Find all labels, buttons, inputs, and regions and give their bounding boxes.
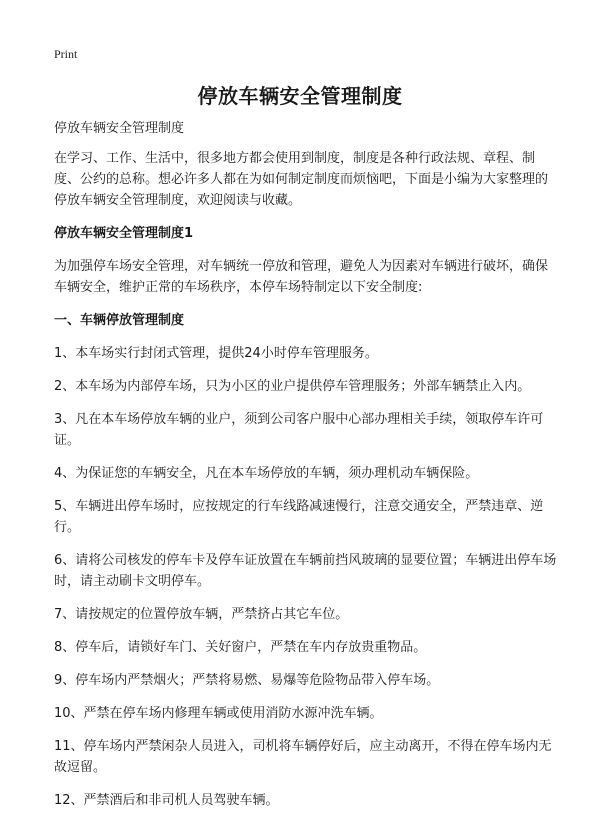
list-item: 10、严禁在停车场内修理车辆或使用消防水源冲洗车辆。 [54,706,383,721]
document-subtitle: 停放车辆安全管理制度 [54,121,185,136]
list-item: 9、停车场内严禁烟火；严禁将易燃、易爆等危险物品带入停车场。 [54,673,440,688]
list-item: 8、停车后，请锁好车门、关好窗户，严禁在车内存放贵重物品。 [54,640,427,655]
list-item: 11、停车场内严禁闲杂人员进入，司机将车辆停好后，应主动离开，不得在停车场内无故逗留。 [54,739,552,775]
list-item: 2、本车场为内部停车场，只为小区的业户提供停车管理服务；外部车辆禁止入内。 [54,379,531,394]
document-body [54,118,558,823]
section-paragraph: 为加强停车场安全管理，对车辆统一停放和管理，避免人为因素对车辆进行破坏，确保车辆安全，维护正常的车场秩序，本停车场特制定以下安全制度: [54,259,549,295]
intro-paragraph: 在学习、工作、生活中，很多地方都会使用到制度，制度是各种行政法规、章程、制度、公约的总称。想必许多人都在为如何制定制度而烦恼吧，下面是小编为大家整理的停放车辆安全管理制度，欢迎阅读与收藏。 [54,151,549,208]
list-item: 5、车辆进出停车场时，应按规定的行车线路减速慢行，注意交通安全，严禁违章、逆行。 [54,499,544,535]
print-link[interactable]: Print [54,47,78,61]
section-heading: 停放车辆安全管理制度1 [54,226,194,241]
list-item: 12、严禁酒后和非司机人员驾驶车辆。 [54,793,279,808]
list-item: 7、请按规定的位置停放车辆，严禁挤占其它车位。 [54,607,349,622]
list-item: 4、为保证您的车辆安全，凡在本车场停放的车辆，须办理机动车辆保险。 [54,466,479,481]
subsection-heading: 一、车辆停放管理制度 [54,313,185,328]
document-title: 停放车辆安全管理制度 [197,84,403,108]
list-item: 1、本车场实行封闭式管理，提供24小时停车管理服务。 [54,346,378,361]
list-item: 6、请将公司核发的停车卡及停车证放置在车辆前挡风玻璃的显要位置；车辆进出停车场时，请主动刷卡文明停车。 [54,553,557,589]
list-item: 3、凡在本车场停放车辆的业户，须到公司客户服中心部办理相关手续，领取停车许可证。 [54,412,544,448]
